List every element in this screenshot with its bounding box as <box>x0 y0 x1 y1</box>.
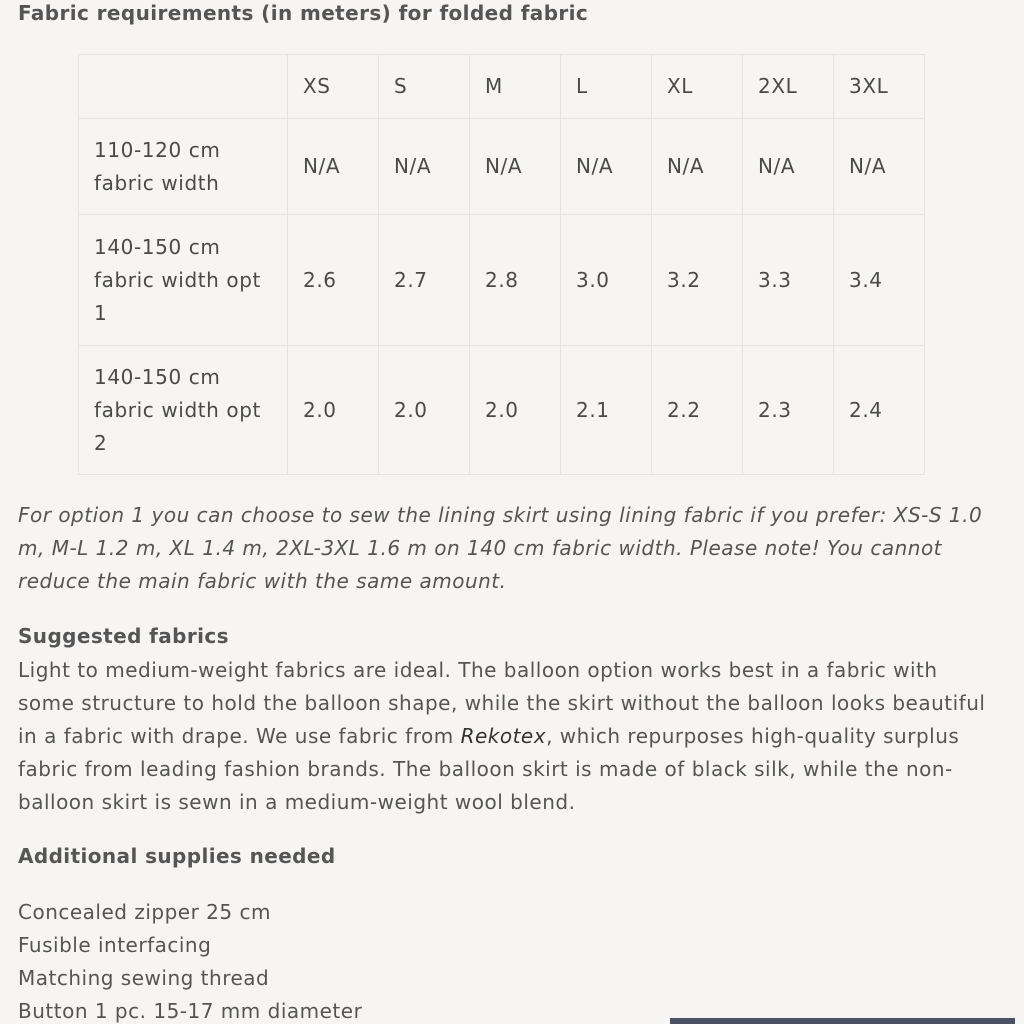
bottom-banner-bar[interactable] <box>670 1018 1015 1024</box>
table-cell: 2.0 <box>379 346 470 475</box>
list-item: Button 1 pc. 15-17 mm diameter <box>18 999 363 1023</box>
row-label-line: 1 <box>94 300 108 325</box>
table-cell: 2.2 <box>652 346 743 475</box>
row-label-line: 140-150 cm <box>94 234 221 259</box>
row-label-line: 110-120 cm <box>94 137 221 162</box>
table-cell: N/A <box>379 119 470 215</box>
table-row <box>79 215 925 346</box>
table-cell: N/A <box>561 119 652 215</box>
table-cell: N/A <box>470 119 561 215</box>
size-header: 2XL <box>743 55 834 119</box>
table-cell: 3.2 <box>652 215 743 346</box>
supplies-list <box>18 896 362 1024</box>
row-label-line: fabric width opt <box>94 267 261 292</box>
size-header: L <box>561 55 652 119</box>
suggested-text-after: , which repurposes high-quality surplus fabric from leading fashion brands. The balloon skirt is made of black silk, while the non-balloon skirt is sewn in a medium-weight wool blend. <box>18 724 960 814</box>
table-cell: 3.0 <box>561 215 652 346</box>
lining-note: For option 1 you can choose to sew the lining skirt using lining fabric if you prefer: XS-S 1.0 m, M-L 1.2 m, XL 1.4 m, 2XL-3XL 1.6 m on 140 cm fabric width. Please note! You cannot reduce the main fabric with the same amount. <box>18 503 983 593</box>
fabric-requirements-table <box>78 54 925 475</box>
table-cell: N/A <box>743 119 834 215</box>
suggested-fabrics-title: Suggested fabrics <box>18 624 229 648</box>
row-label-line: fabric width opt <box>94 397 261 422</box>
list-item: Matching sewing thread <box>18 966 270 990</box>
list-item: Concealed zipper 25 cm <box>18 900 271 924</box>
table-cell: 2.7 <box>379 215 470 346</box>
table-row <box>79 119 925 215</box>
suggested-text-before: Light to medium-weight fabrics are ideal. The balloon option works best in a fabric with some structure to hold the balloon shape, while the skirt without the balloon looks beautiful in a fabric with drape. We use fabric from <box>18 658 986 748</box>
suggested-fabrics-text <box>18 654 993 819</box>
table-cell: 2.0 <box>470 346 561 475</box>
size-header: S <box>379 55 470 119</box>
rekotex-link[interactable]: Rekotex <box>460 724 547 748</box>
size-header: M <box>470 55 561 119</box>
size-header: XL <box>652 55 743 119</box>
row-label-line: 2 <box>94 430 108 455</box>
table-corner-cell <box>79 55 288 119</box>
table-cell: N/A <box>288 119 379 215</box>
table-cell: N/A <box>834 119 925 215</box>
row-label-line: fabric width <box>94 170 220 195</box>
table-cell: 3.4 <box>834 215 925 346</box>
table-cell: 2.8 <box>470 215 561 346</box>
list-item: Fusible interfacing <box>18 933 212 957</box>
table-cell: 2.1 <box>561 346 652 475</box>
row-label-line: 140-150 cm <box>94 364 221 389</box>
row-label <box>79 346 288 475</box>
size-header: XS <box>288 55 379 119</box>
table-cell: N/A <box>652 119 743 215</box>
table-cell: 2.3 <box>743 346 834 475</box>
table-cell: 3.3 <box>743 215 834 346</box>
table-cell: 2.4 <box>834 346 925 475</box>
table-cell: 2.0 <box>288 346 379 475</box>
table-cell: 2.6 <box>288 215 379 346</box>
fabric-requirements-heading: Fabric requirements (in meters) for folded fabric <box>18 1 589 25</box>
row-label <box>79 215 288 346</box>
size-header: 3XL <box>834 55 925 119</box>
table-header-row <box>79 55 925 119</box>
table-row <box>79 346 925 475</box>
row-label <box>79 119 288 215</box>
additional-supplies-title: Additional supplies needed <box>18 844 336 868</box>
